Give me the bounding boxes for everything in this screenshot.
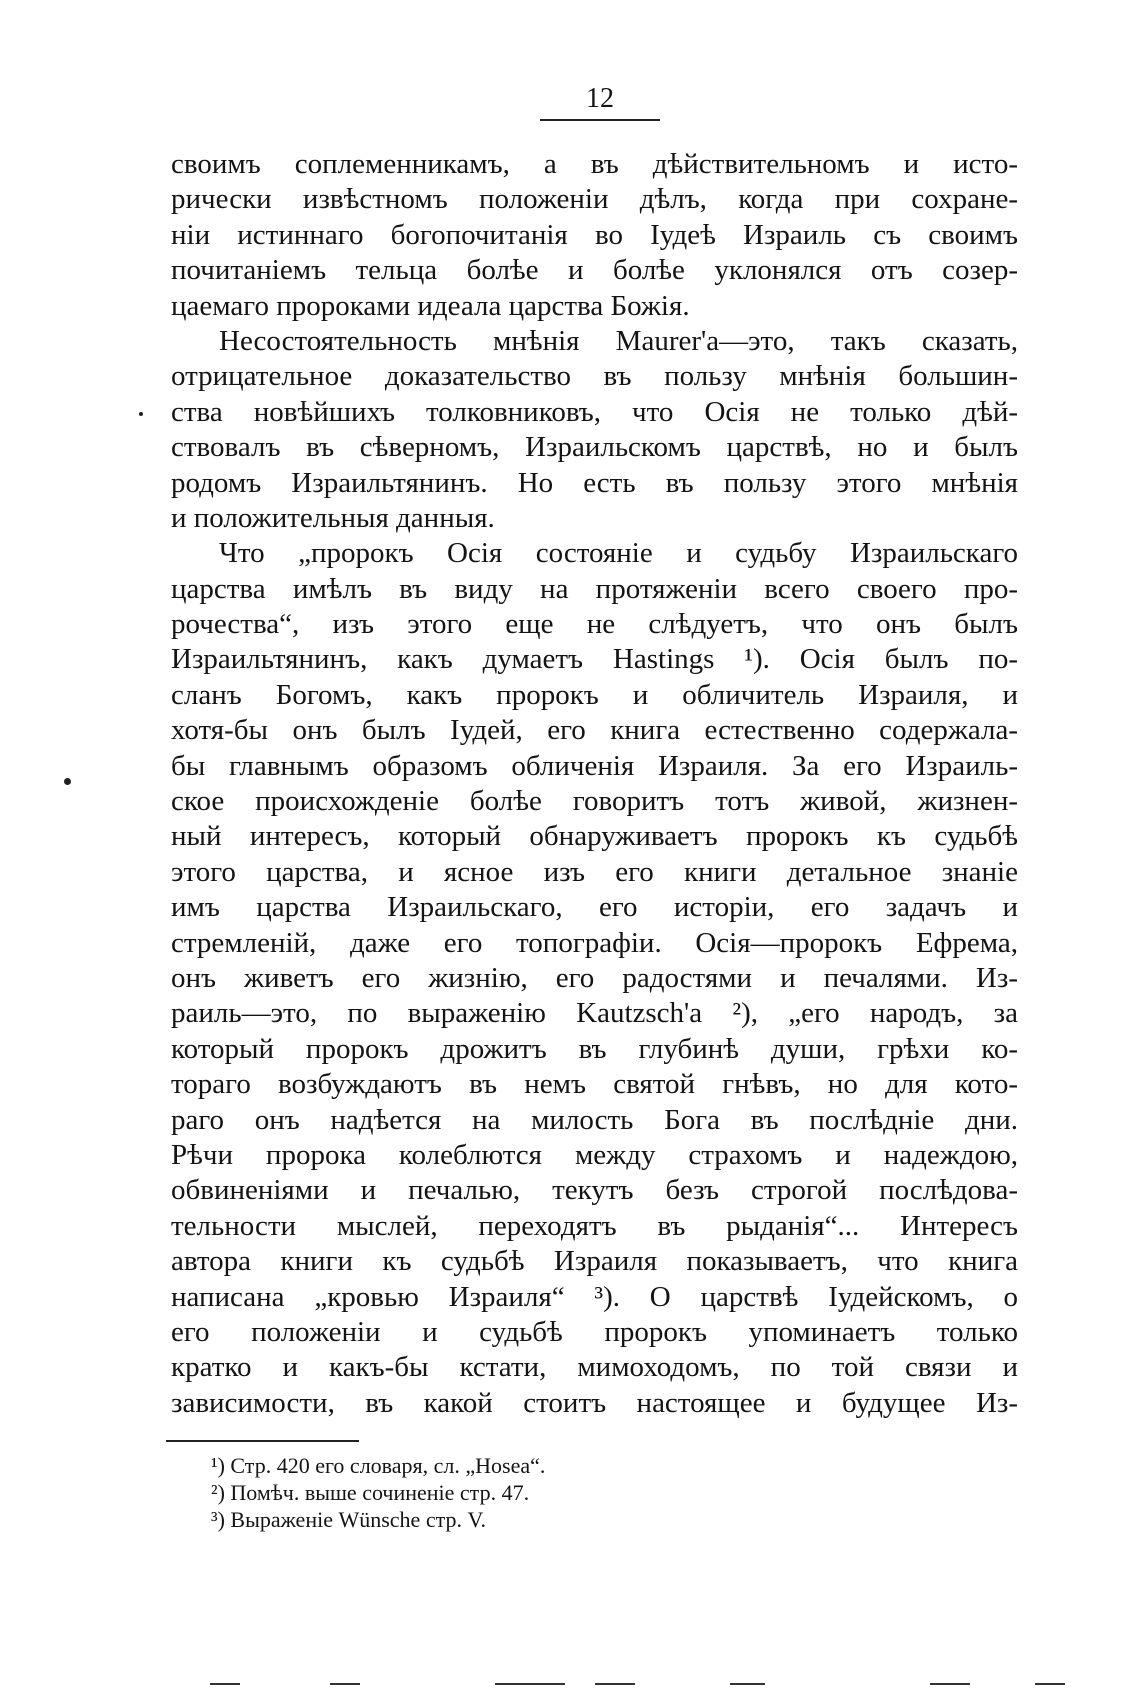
footnote: ¹) Стр. 420 его словаря, сл. „Hosea“. [211, 1453, 546, 1478]
text-line: родомъ Израильтянинъ. Но есть въ пользу этого мнѣнія [171, 466, 1018, 499]
text-line: цаемаго пророками идеала царства Божія. [171, 289, 690, 322]
text-line: и положительныя данныя. [171, 501, 495, 534]
text-line: ства новѣйшихъ толковниковъ, что Осія не только дѣй- [171, 395, 1018, 428]
text-line: раго онъ надѣется на милость Бога въ послѣдніе дни. [171, 1103, 1018, 1136]
bottom-mark [1035, 1683, 1065, 1685]
text-line: тораго возбуждаютъ въ немъ святой гнѣвъ, но для кото- [171, 1068, 1018, 1101]
text-line: тельности мыслей, переходятъ въ рыданія“... Интересъ [171, 1209, 1018, 1242]
footnote: ²) Помѣч. выше сочиненіе стр. 47. [211, 1480, 530, 1505]
text-line: отрицательное доказательство въ пользу мнѣнія большин- [171, 360, 1018, 393]
text-line: царства имѣлъ въ виду на протяженіи всего своего про- [171, 572, 1018, 605]
text-line: ный интересъ, который обнаруживаетъ пророкъ къ судьбѣ [171, 820, 1018, 853]
bottom-mark [330, 1683, 360, 1685]
bottom-mark [595, 1683, 635, 1685]
text-line: который пророкъ дрожитъ въ глубинѣ души, грѣхи ко- [171, 1032, 1018, 1065]
bottom-mark [495, 1683, 565, 1685]
margin-mark [139, 412, 143, 416]
text-line: ское происхожденіе болѣе говоритъ тотъ живой, жизнен- [171, 785, 1018, 818]
text-line: сланъ Богомъ, какъ пророкъ и обличитель Израиля, и [171, 678, 1018, 711]
text-line: Рѣчи пророка колеблются между страхомъ и надеждою, [171, 1138, 1018, 1171]
text-line: ствовалъ въ сѣверномъ, Израильскомъ царствѣ, но и былъ [171, 431, 1018, 464]
footnotes [211, 1452, 911, 1533]
text-line: своимъ соплеменникамъ, а въ дѣйствительномъ и исто- [171, 148, 1018, 180]
text-line: кратко и какъ-бы кстати, мимоходомъ, по той связи и [171, 1351, 1018, 1384]
page-number: 12 [586, 83, 614, 114]
body-text [171, 147, 1018, 1421]
text-line: хотя-бы онъ былъ Іудей, его книга естественно содержала- [171, 714, 1018, 747]
text-line: написана „кровью Израиля“ ³). О царствѣ Іудейскомъ, о [171, 1280, 1018, 1313]
text-line: онъ живетъ его жизнію, его радостями и печалями. Из- [171, 961, 1018, 994]
page-number-rule [540, 119, 660, 121]
text-line: стремленій, даже его топографіи. Осія—пророкъ Ефрема, [171, 926, 1018, 959]
bottom-mark [730, 1683, 765, 1685]
text-line: раиль—это, по выраженію Kautzsch'a ²), „его народъ, за [171, 997, 1018, 1030]
text-line: Несостоятельность мнѣнія Maurer'a—это, такъ сказать, [219, 324, 1018, 357]
text-line: Что „пророкъ Осія состояніе и судьбу Израильскаго [219, 537, 1018, 570]
text-line: бы главнымъ образомъ обличенія Израиля. За его Израиль- [171, 749, 1018, 782]
text-line: зависимости, въ какой стоитъ настоящее и будущее Из- [171, 1386, 1018, 1419]
bottom-mark [930, 1683, 970, 1685]
text-line: этого царства, и ясное изъ его книги детальное знаніе [171, 855, 1018, 888]
text-line: автора книги къ судьбѣ Израиля показываетъ, что книга [171, 1245, 1018, 1278]
text-line: почитаніемъ тельца болѣе и болѣе уклонялся отъ созер- [171, 254, 1018, 287]
bottom-mark [210, 1683, 240, 1685]
text-line: имъ царства Израильскаго, его исторіи, его задачъ и [171, 891, 1018, 924]
margin-mark [64, 778, 71, 785]
text-line: Израильтянинъ, какъ думаетъ Hastings ¹). Осія былъ по- [171, 643, 1018, 676]
text-line: его положеніи и судьбѣ пророкъ упоминаетъ только [171, 1315, 1018, 1348]
footnote: ³) Выраженіе Wünsche стр. V. [211, 1507, 487, 1532]
footnote-rule [166, 1440, 359, 1442]
text-line: рочества“, изъ этого еще не слѣдуетъ, что онъ былъ [171, 608, 1018, 641]
text-line: рически извѣстномъ положеніи дѣлъ, когда при сохране- [171, 183, 1018, 216]
text-line: обвиненіями и печалью, текутъ безъ строгой послѣдова- [171, 1174, 1018, 1207]
text-line: ніи истиннаго богопочитанія во Іудеѣ Израиль съ своимъ [171, 218, 1018, 251]
